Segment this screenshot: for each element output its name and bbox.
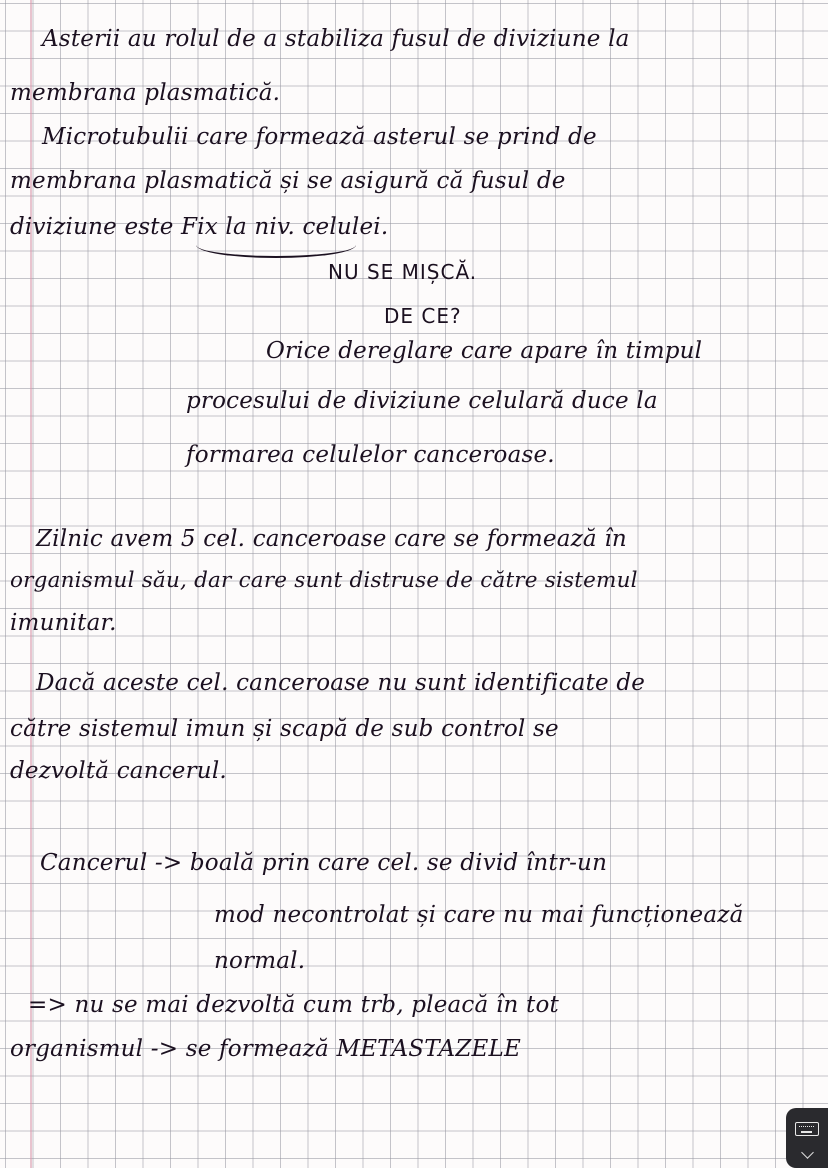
note-line-4: membrana plasmatică și se asigură că fusul de: [10, 168, 566, 194]
note-line-3: Microtubulii care formează asterul se prind de: [42, 124, 597, 150]
note-line-17: Cancerul -> boală prin care cel. se divid într-un: [40, 850, 608, 876]
note-line-18: mod necontrolat și care nu mai funcționează: [214, 902, 744, 928]
note-line-20: => nu se mai dezvoltă cum trb, pleacă în tot: [28, 992, 559, 1018]
note-line-7: DE CE?: [384, 304, 462, 328]
note-line-15: către sistemul imun și scapă de sub control se: [10, 716, 559, 742]
note-line-2: membrana plasmatică.: [10, 80, 281, 106]
note-line-14: Dacă aceste cel. canceroase nu sunt identificate de: [36, 670, 646, 696]
note-line-12: organismul său, dar care sunt distruse de către sistemul: [10, 568, 638, 593]
note-line-5: diviziune este Fix la niv. celulei.: [10, 214, 389, 240]
note-line-16: dezvoltă cancerul.: [10, 758, 227, 784]
note-line-11: Zilnic avem 5 cel. canceroase care se formează în: [36, 526, 627, 552]
note-line-9: procesului de diviziune celulară duce la: [186, 388, 658, 414]
note-line-21: organismul -> se formează METASTAZELE: [10, 1036, 521, 1062]
note-line-1: Asterii au rolul de a stabiliza fusul de diviziune la: [42, 26, 630, 52]
keyboard-icon: [795, 1122, 819, 1136]
note-line-13: imunitar.: [10, 610, 117, 636]
note-line-8: Orice dereglare care apare în timpul: [266, 338, 703, 364]
keyboard-toggle-button[interactable]: [786, 1108, 828, 1168]
underline-fix: [196, 232, 356, 258]
note-line-10: formarea celulelor canceroase.: [186, 442, 555, 468]
note-line-6: NU SE MIȘCĂ.: [328, 260, 478, 284]
chevron-down-icon: [801, 1146, 814, 1159]
note-line-19: normal.: [214, 948, 306, 974]
